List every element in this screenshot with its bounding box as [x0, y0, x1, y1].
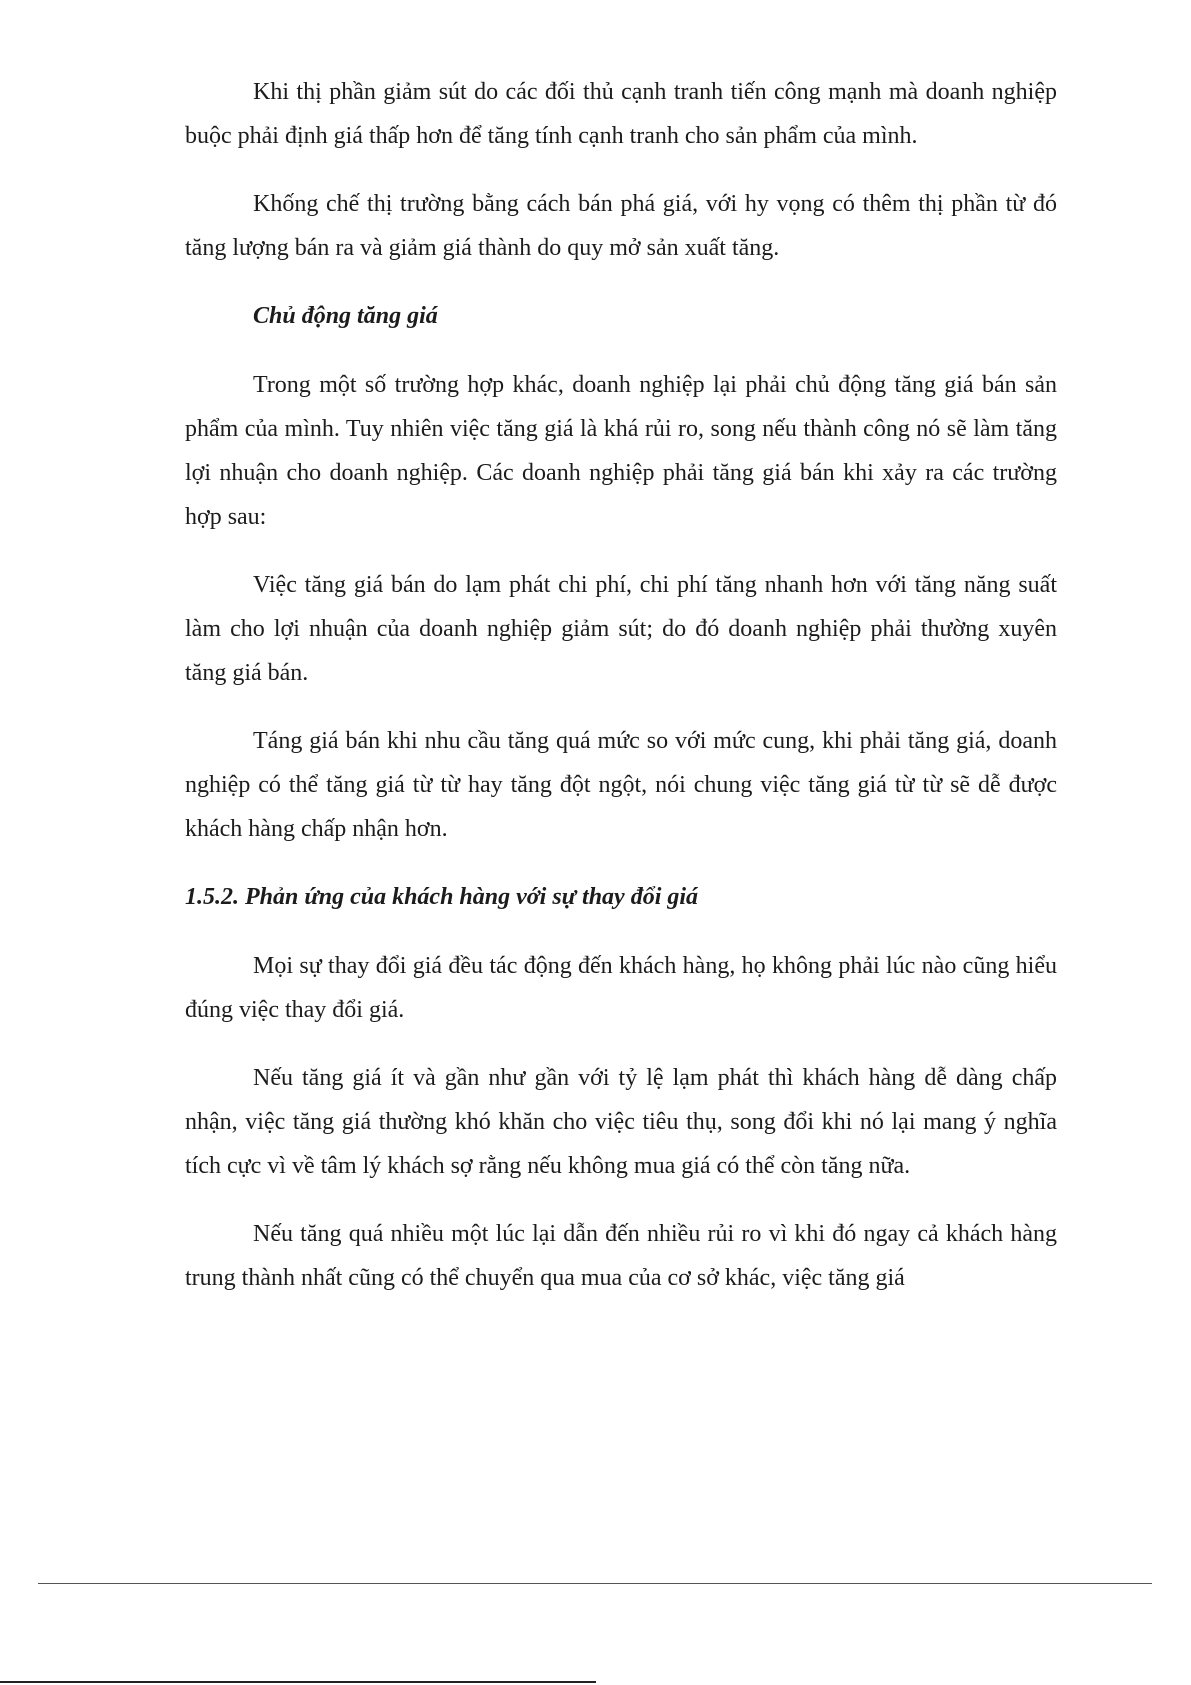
- paragraph-dumping: Khống chế thị trường bằng cách bán phá giá, với hy vọng có thêm thị phần từ đó tăng lượng bán ra và giảm giá thành do quy mở sản xuất tăng.: [185, 191, 1057, 261]
- section-heading: 1.5.2. Phản ứng của khách hàng với sự thay đổi giá: [185, 884, 699, 910]
- paragraph-demand: Táng giá bán khi nhu cầu tăng quá mức so với mức cung, khi phải tăng giá, doanh nghiệp có thể tăng giá từ từ hay tăng đột ngột, nói chung việc tăng giá từ từ sẽ dễ được khách hàng chấp nhận hơn.: [185, 728, 1057, 842]
- document-page: [185, 70, 1057, 1300]
- paragraph-customer-reaction: Mọi sự thay đổi giá đều tác động đến khách hàng, họ không phải lúc nào cũng hiểu đúng việc thay đổi giá.: [185, 953, 1057, 1023]
- paragraph-market-share: Khi thị phần giảm sút do các đối thủ cạnh tranh tiến công mạnh mà doanh nghiệp buộc phải định giá thấp hơn để tăng tính cạnh tranh cho sản phẩm của mình.: [185, 79, 1057, 149]
- paragraph-large-increase: Nếu tăng quá nhiều một lúc lại dẫn đến nhiều rủi ro vì khi đó ngay cả khách hàng trung thành nhất cũng có thể chuyển qua mua của cơ sở khác, việc tăng giá: [185, 1221, 1057, 1291]
- footer-divider: [38, 1583, 1152, 1584]
- paragraph-inflation: Việc tăng giá bán do lạm phát chi phí, chi phí tăng nhanh hơn với tăng năng suất làm cho lợi nhuận của doanh nghiệp giảm sút; do đó doanh nghiệp phải thường xuyên tăng giá bán.: [185, 572, 1057, 686]
- paragraph-small-increase: Nếu tăng giá ít và gần như gần với tỷ lệ lạm phát thì khách hàng dễ dàng chấp nhận, việc tăng giá thường khó khăn cho việc tiêu thụ, song đổi khi nó lại mang ý nghĩa tích cực vì về tâm lý khách sợ rằng nếu không mua giá có thể còn tăng nữa.: [185, 1065, 1057, 1179]
- paragraph-price-increase-intro: Trong một số trường hợp khác, doanh nghiệp lại phải chủ động tăng giá bán sản phẩm của mình. Tuy nhiên việc tăng giá là khá rủi ro, song nếu thành công nó sẽ làm tăng lợi nhuận cho doanh nghiệp. Các doanh nghiệp phải tăng giá bán khi xảy ra các trường hợp sau:: [185, 372, 1057, 530]
- subheading-active-increase: Chủ động tăng giá: [253, 303, 438, 329]
- bottom-rule: [0, 1681, 596, 1683]
